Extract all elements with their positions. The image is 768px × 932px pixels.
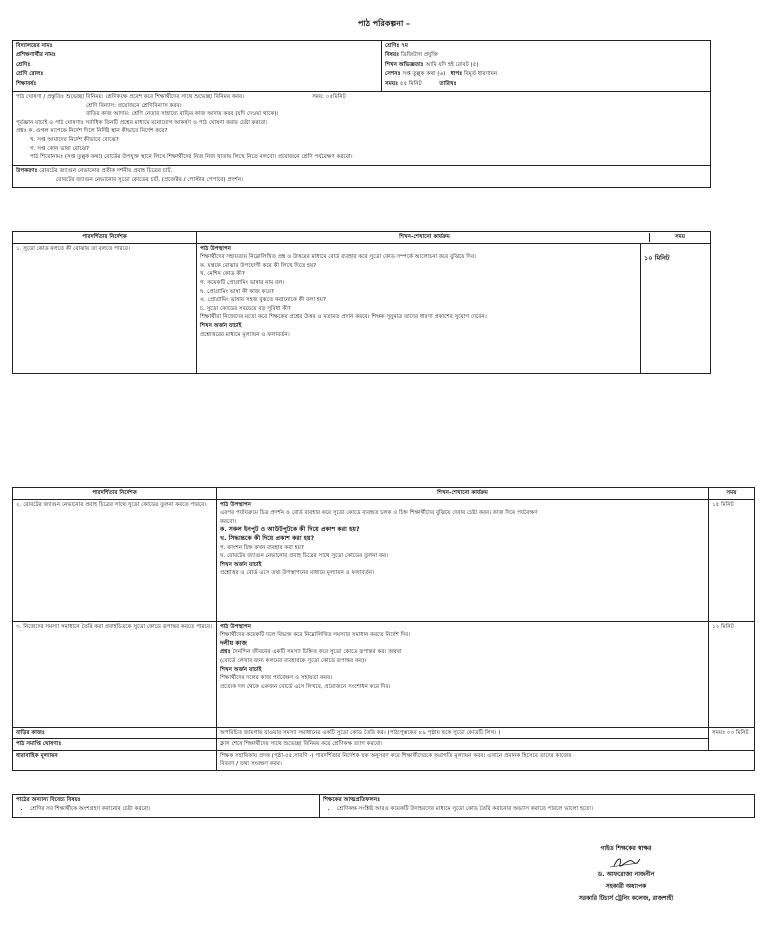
row1-line: শিক্ষার্থীরা নিজেদের মতো করে শিক্ষকের প্রশ্নের উত্তর ও মতামত প্রদান করবে। শিক্ষক সুযুমাত্র তাদের ধারণা প্রকাশের সুযোগ দেবেন। — [200, 314, 487, 321]
row1-eval-heading: শিখন অর্জন যাচাই — [200, 322, 242, 329]
row1-eval-text: প্রশ্নোত্তরের মাধ্যমে মূল্যায়ন ও ফলাবর্তন। — [200, 331, 290, 338]
intro-time: সময়: ০৫মিনিট — [312, 94, 346, 100]
session-label: সেশনঃ — [385, 71, 401, 78]
school-name-label: বিদ্যালয়ের নামঃ — [16, 43, 53, 49]
class-roll-label: শ্রেণি রোলঃ — [16, 71, 44, 78]
homework-time: সময়ঃ ০৩ মিনিট — [709, 727, 755, 750]
indicator-2: ২. রোবটের জ্যাগুন নেভানোর প্রবাহ চিত্রের সাথে সুডো কোডের তুলনা করতে পারবে। — [13, 499, 217, 621]
row2-question-4: ঘ. রোবটের জ্যাগুন নেভানোর প্রবাহ চিত্রের সাথে সুডো কোডের তুলনা কর। — [220, 553, 389, 560]
school-info — [13, 41, 382, 92]
row3-task-label: প্রশ্নঃ — [220, 649, 231, 656]
row2-heading: পাঠ উপস্থাপন — [220, 501, 251, 508]
continuous-line-1: শিক্ষক সহায়িকায় প্রদত্ত (পৃষ্ঠা-৫৫,সারণি -) পারদর্শিতার নির্দেশক ছক অনুসরণ করে শিক্ষার্থীদেরকে অগ্রগতি মূল্যায়ন করব। এখানে প্রমানক হিসেবে তাদের কাজের — [220, 752, 572, 759]
teacher-reflection-heading: শিক্ষকের আত্মপ্রতিফলনঃ — [323, 797, 381, 803]
row2-eval-text: প্রশ্নোত্তর ও বোর্ড এসে তথ্য উপস্থাপনের মাধ্যমে মূল্যায়ন ও ফলাবর্তন। — [220, 570, 375, 577]
row3-activity — [217, 621, 709, 727]
row2-eval-heading: শিখন অর্জন যাচাই — [220, 561, 262, 568]
intro-greeting: পাঠ ঘোষণা / প্রস্তুতিঃ শুভেচ্ছা বিনিময়: শ্রেণিকক্ষে প্রবেশ করে শিক্ষার্থীদের সাথে শুভেচ্ছা বিনিময় করব। — [16, 94, 245, 100]
activity-header-2: শিখন-শেখানো কার্যক্রম — [217, 488, 709, 500]
time-header-2: সময় — [709, 488, 755, 500]
teacher-reflection-item: • শ্রেণিকক্ষ সংশ্লিষ্ট আরও কয়েকটি উদাহরণের মাধ্যমে সুডো কোড তৈরি করানোর অভ্যাস করাতে পারলে ভালো হতো। — [337, 805, 751, 814]
indicator-3: ৩. নিজেদের সমস্যা সমাধানে তৈরি করা প্রবাহচিত্রকে সুডো কোডে রূপান্তর করতে পারবে। — [13, 621, 217, 727]
activity-table-2 — [12, 487, 755, 771]
row3-time: ১২ মিনিট — [709, 621, 755, 727]
step-value: বিমূর্ত ধারণায়ন — [463, 71, 498, 78]
indicator-header: পারদর্শিতার নির্দেশক — [13, 232, 197, 244]
materials-section — [13, 166, 711, 188]
footer-table — [12, 794, 755, 818]
activity-header: শিখন-শেখানো কার্যক্রম — [399, 234, 450, 240]
intro-question-2: খ. সপ্ত আমাদের নির্দেশ কীভাবে বোঝে? — [30, 136, 119, 143]
materials-label: উপকরণঃ — [16, 168, 38, 174]
row3-heading: পাঠ উপস্থাপন — [220, 623, 251, 630]
row1-line: খ. মেশিন কোড কী? — [200, 271, 245, 278]
closing-text: ক্লাস শেষে শিক্ষার্থীদের সাথে শুভেচ্ছা বিনিময় করে শ্রেণিকক্ষ ত্যাগ করবো। — [217, 739, 709, 751]
intro-seating: শ্রেণি বিন্যাস: প্রয়োজনে শ্রেণিবিন্যাস করব। — [86, 102, 182, 109]
experience-value: আমি যদি হই রোবট (৫) — [425, 61, 479, 68]
other-considerations-item: • শ্রেণির সব শিক্ষার্থীকে অংশগ্রহণ করানোর চেষ্টা করবো। — [30, 805, 316, 814]
row3-task-text: দৈনন্দিন জীবনের একটি সমস্যা চিহ্নিত করে সুডো কোডে রূপান্তর কর। অথবা — [230, 649, 402, 656]
row1-line: ক. যন্ত্রকে বোঝার উপযোগী করে কী লিখে দিতে হয়? — [200, 262, 317, 269]
row3-task-line-2: (বোর্ডে লেখার জন্য কলমের ব্যবহারকে সুডো কোডে রূপান্তর কর)। — [220, 657, 367, 664]
other-considerations-heading: পাঠের অন্যান্য বিবেচ্য বিষয়ঃ — [16, 797, 81, 803]
intro-question-3: গ. সপ্ত কোন ভাষা বোঝে? — [30, 145, 89, 152]
materials-line-2: রোবটের জ্যাগুন নেভানোর সুডো কোডের চার্ট, (প্রজেক্টর / পোস্টার পেপারে) প্রদর্শন। — [56, 176, 244, 183]
intro-lesson-title: পাঠ শিরোনামঃ (সপ্ত তুল্লুক কথা) বোর্ডের উপযুক্ত স্থানে লিখে শিক্ষার্থীদের নিজ নিজ খাতায় লিখে নিতে বলবো। প্রয়োজনে শ্রেণি পর্যবেক্ষণ করবো। — [30, 154, 353, 161]
continuous-assessment-label: ধারাবাহিক মূল্যায়ন — [13, 750, 217, 770]
signatory-name: ড. আফরোজা নাজনীন — [597, 871, 655, 878]
continuous-assessment — [217, 750, 755, 770]
row1-heading: পাঠ উপস্থাপন — [200, 245, 231, 252]
time-value: ৫৫ মিনিট — [399, 80, 422, 87]
intro-prior-knowledge: পূর্বজ্ঞান যাচাই ও পাঠ ঘোষণাঃ সর্বাধিক তিনটি প্রশ্নের মাধ্যমে মনোযোগ আকর্ষণ ও পাঠ ঘোষণা করার চেষ্টা করবো। — [16, 119, 268, 126]
lesson-header-table — [12, 40, 711, 188]
teacher-reflection — [320, 795, 755, 818]
homework-label: বাড়ির কাজঃ — [13, 727, 217, 739]
row1-time-cell — [640, 244, 711, 373]
experience-label: শিখন অভিজ্ঞতাঃ — [385, 61, 424, 68]
closing-label: পাঠ সমাপ্তি ঘোষণাঃ — [13, 739, 217, 751]
time-label: সময়ঃ — [385, 80, 399, 87]
date-label: তারিখঃ — [439, 80, 457, 87]
indicator-header-2: পারদর্শিতার নির্দেশক — [13, 488, 217, 500]
materials-line-1: রোবটের জ্যাগুন নেভানোর প্রতীক দর্শনীয় প্রবাহ চিত্রের চার্ট, — [39, 168, 173, 174]
row2-question-2: খ. সিদ্ধান্তকে কী দিয়ে প্রকাশ করা হয়? — [220, 534, 315, 542]
subject-info — [382, 41, 711, 92]
row3-eval-line-2: প্রত্যেক দল থেকে একজন বোর্ডে এসে লিখবে, প্রয়োজনে সংশোধন করে দিব। — [220, 683, 391, 690]
homework-text: অপরিচিত জায়গায় যাওয়ার সমস্যা সমাধানের একটি সুডো কোড তৈরি কর। (পাঠ্যপুস্তকের ৮৯ পৃষ্ঠায় ছকে সুডো কোডটি লিখ। ) — [217, 727, 709, 739]
row1-line: শিক্ষার্থীদের সহায়তায় নিম্নোলিখিত প্রশ্ন ও উত্তরের মাধ্যমে বোর্ড ব্যবহার করে সুডো কোড সম্পর্কে আলোচনা করে বুঝিয়ে দিব। — [200, 254, 476, 261]
subject-label: বিষয়ঃ — [385, 52, 400, 59]
row2-line-2: করবো। — [220, 518, 236, 525]
row2-question-3: গ. ফাংশন চিহ্ন কখন ব্যবহার করা হয়? — [220, 544, 304, 551]
trainee-name-label: প্রশিক্ষণার্থীর নামঃ — [16, 52, 56, 59]
class-label: শ্রেণিঃ — [16, 61, 31, 68]
indicator-1: ১. সুডো কোড বলতে কী বোঝায় তা বলতে পারবে। — [13, 243, 197, 373]
row1-time: ১০ মিনিট — [644, 253, 670, 262]
row3-eval-line-1: শিক্ষার্থীদের দলের কাজ পর্যবেক্ষণ ও সহায়তা করব। — [220, 675, 333, 682]
row3-line-1: শিক্ষার্থীদের কয়েকটি দলে বিভক্ত করে নিম্নোলিখিত সমস্যার সমাধান করতে নির্দেশ দিব। — [220, 632, 411, 639]
signatory-institution: সরকারি টিচার্স ট্রেনিং কলেজ, রাজশাহী — [578, 895, 674, 902]
session-value: সপ্ত তুল্লুক কথা (৬) — [402, 71, 446, 78]
row2-question-1: ক. সকল ইনপুট ও আউটপুটকে কী দিয়ে প্রকাশ করা হয়? — [220, 526, 360, 534]
row1-line: ঙ. প্রোগ্রামিং ভাষায় সহজ বুঝতে করানোকে কী বলা হয়? — [200, 297, 326, 304]
introduction-section — [13, 92, 711, 166]
class-value: শ্রেণিঃ ৭ম — [385, 43, 409, 49]
row2-line-1: এরপর পর্যায়ক্রমে চিত্র প্রদর্শন ও বোর্ড ব্যবহার করে সুডো কোডে ব্যবহৃত চলক ও চিহ্ন শিক্ষার্থীদের বুঝিয়ে দেবার চেষ্টা করব। কাজ দিয়ে পর্যবেক্ষণ — [220, 510, 538, 517]
row1-activity — [197, 243, 711, 373]
step-label: ধাপঃ — [450, 71, 463, 78]
intro-homework-collection: বাড়ির কাজ আদায়: শ্রেণি নেতার সাহায্যে বাড়ির কাজ আদায় করব (যদি দেওয়া থাকে)। — [86, 111, 279, 118]
page-title: পাঠ পরিকল্পনা – — [357, 19, 411, 28]
other-considerations — [13, 795, 320, 818]
row3-eval-heading: শিখন অর্জন যাচাই — [220, 666, 262, 673]
activity-header-cell — [197, 232, 711, 244]
row1-line: চ. সুডো কোডের সবচেয়ে বড় সুবিধা কী? — [200, 305, 291, 312]
subject-value: ডিজিটাল প্রযুক্তি — [400, 52, 439, 59]
guide-signature-block — [526, 843, 726, 905]
time-header: সময় — [649, 233, 710, 242]
handwritten-signature — [526, 855, 726, 869]
row2-time: ১৫ মিনিট — [709, 499, 755, 621]
signature-heading: গাইড শিক্ষকের স্বাক্ষর — [600, 845, 652, 852]
academic-year-label: শিক্ষাবর্ষঃ — [16, 80, 37, 87]
row2-activity — [217, 499, 709, 621]
row1-line: গ. কয়েকটি প্রোগ্রামিং ভাষার নাম বল। — [200, 279, 285, 286]
activity-table-1 — [12, 231, 711, 374]
intro-question-1: প্রশ্নঃ ক. গুগল ম্যাপকে নির্দেশ দিলে নির্দিষ্ট স্থান কীভাবে নির্দেশ করে? — [16, 128, 168, 135]
continuous-line-2: বিবরণ / তথ্য সংরক্ষণ করব। — [220, 761, 282, 768]
signatory-designation: সহকারী অধ্যাপক — [605, 883, 647, 890]
row1-line: ঘ. প্রোগ্রামিং ভাষা কী কাজ করে? — [200, 288, 274, 295]
row3-group-heading: দলীয় কাজ — [220, 639, 248, 647]
